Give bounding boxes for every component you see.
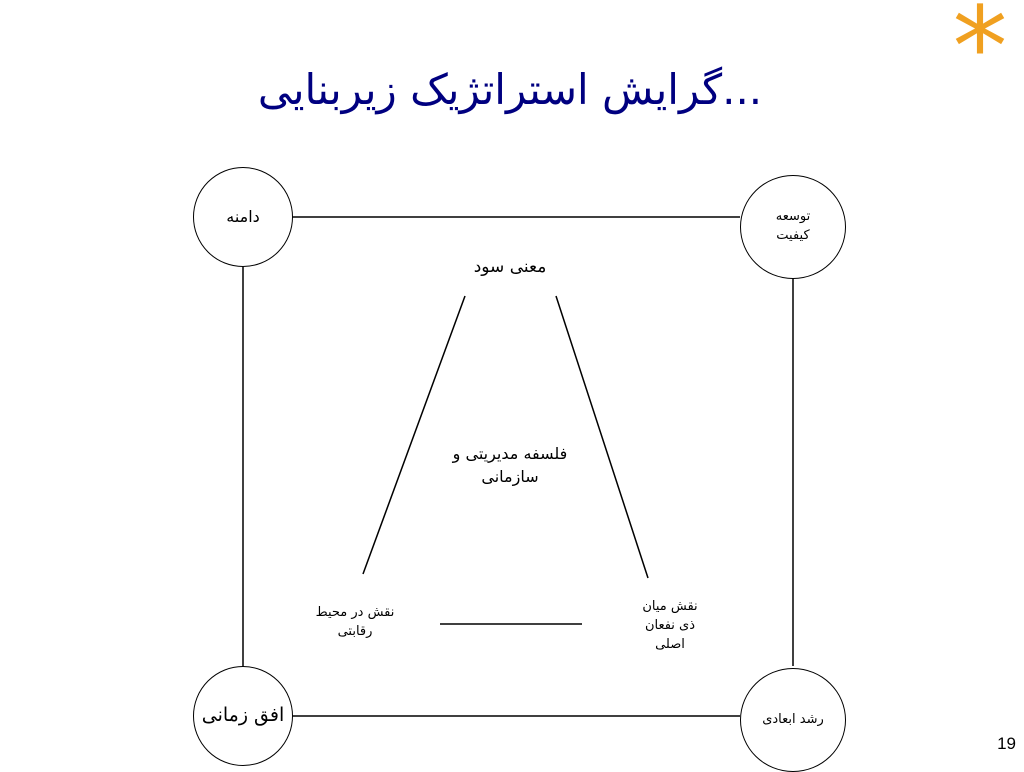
label-profit-meaning bbox=[420, 255, 600, 280]
connector-triangle-left bbox=[363, 296, 465, 574]
node-bottom-right bbox=[740, 668, 846, 772]
label-management-philosophy bbox=[410, 442, 610, 488]
label-profit-meaning-line-1: معنی سود bbox=[473, 257, 547, 277]
label-stakeholder-role-line-2: ذی نفعان bbox=[644, 617, 696, 633]
label-stakeholder-role bbox=[620, 598, 720, 655]
node-top-left-line-1: دامنه bbox=[226, 207, 260, 227]
node-top-right bbox=[740, 175, 846, 279]
node-top-left bbox=[193, 167, 293, 267]
asterisk-icon: * bbox=[952, 0, 1008, 111]
label-competitive-role bbox=[285, 604, 425, 642]
node-bottom-left-line-1: افق زمانی bbox=[201, 704, 285, 727]
label-stakeholder-role-line-3: اصلی bbox=[655, 636, 685, 652]
label-competitive-role-line-1: نقش در محیط bbox=[315, 605, 395, 620]
slide-title: ...گرایش استراتژیک زیربنایی bbox=[257, 65, 763, 114]
connector-triangle-right bbox=[556, 296, 648, 578]
label-management-philosophy-line-2: سازمانی bbox=[481, 467, 539, 487]
node-top-right-line-2: کیفیت bbox=[776, 228, 810, 243]
node-top-right-line-1: توسعه bbox=[775, 209, 811, 225]
label-stakeholder-role-line-1: نقش میان bbox=[642, 599, 698, 614]
node-bottom-right-line-1: رشد ابعادی bbox=[762, 711, 824, 727]
label-management-philosophy-line-1: فلسفه مدیریتی و bbox=[452, 444, 568, 463]
label-competitive-role-line-2: رقابتی bbox=[337, 623, 373, 639]
slide-number: 19 bbox=[997, 734, 1016, 753]
node-bottom-left bbox=[193, 666, 293, 766]
